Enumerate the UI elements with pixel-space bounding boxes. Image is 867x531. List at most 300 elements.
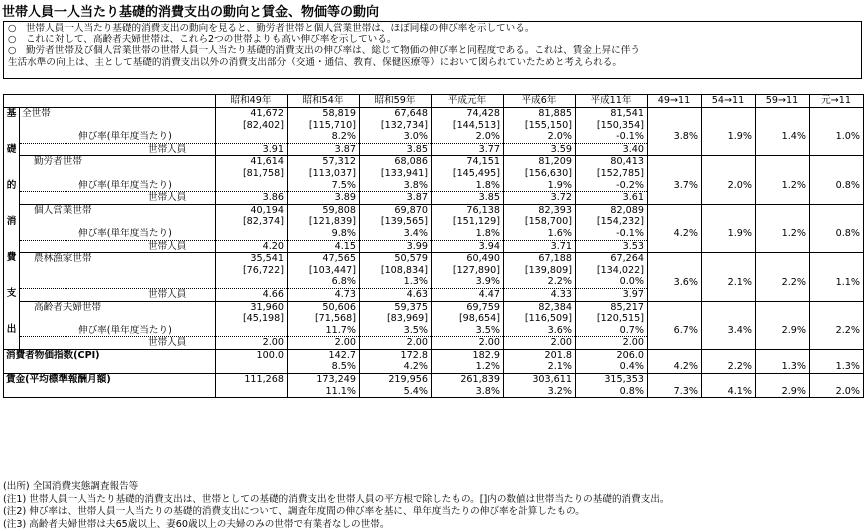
empty-label <box>20 168 216 180</box>
growth-cell: -0.1% <box>576 228 648 240</box>
growth-cell: 11.1% <box>288 386 360 398</box>
growth-cell: 3.5% <box>360 325 432 337</box>
growth-cell: 3.4% <box>360 228 432 240</box>
empty-cell <box>756 143 810 156</box>
growth-label: 伸び率(単年度当たり) <box>20 325 216 337</box>
empty-cell <box>648 337 702 350</box>
empty-cell <box>810 301 864 313</box>
period-growth-cell: 4.2% <box>648 228 702 240</box>
empty-cell <box>756 216 810 228</box>
column-header: 平成6年 <box>504 95 576 108</box>
value-cell: 81,885 <box>504 108 576 120</box>
value-cell: 59,375 <box>360 301 432 313</box>
column-header: 昭和54年 <box>288 95 360 108</box>
bracket-cell: [152,785] <box>576 168 648 180</box>
growth-label: 伸び率(単年度当たり) <box>20 228 216 240</box>
period-growth-cell: 2.0% <box>702 180 756 192</box>
members-cell: 4.63 <box>360 288 432 301</box>
growth-cell: 11.7% <box>288 325 360 337</box>
growth-cell <box>216 361 288 373</box>
period-growth-cell: 1.4% <box>756 131 810 143</box>
empty-cell <box>702 253 756 265</box>
members-cell: 3.61 <box>576 192 648 205</box>
growth-cell: 1.2% <box>432 361 504 373</box>
footnote: (注3) 高齢者夫婦世帯は夫65歳以上、妻60歳以上の夫婦のみの世帯で有業者なしの世帯。 <box>3 518 390 530</box>
empty-cell <box>810 288 864 301</box>
bracket-cell: [139,809] <box>504 265 576 277</box>
bracket-cell: [120,515] <box>576 313 648 325</box>
growth-label <box>20 276 216 288</box>
table-row <box>4 228 864 240</box>
growth-cell: 3.6% <box>504 325 576 337</box>
growth-cell: 3.8% <box>360 180 432 192</box>
value-cell: 60,490 <box>432 253 504 265</box>
table-row <box>4 168 864 180</box>
table-row <box>4 180 864 192</box>
period-growth-cell: 0.8% <box>810 228 864 240</box>
period-growth-cell: 1.3% <box>756 361 810 373</box>
cpi-growth-row <box>4 361 864 373</box>
members-cell: 4.47 <box>432 288 504 301</box>
period-growth-cell: 1.9% <box>702 131 756 143</box>
table-row <box>4 301 864 313</box>
value-cell: 74,151 <box>432 156 504 168</box>
growth-cell <box>216 276 288 288</box>
period-growth-cell: 2.2% <box>756 276 810 288</box>
growth-cell: 8.5% <box>288 361 360 373</box>
members-label: 世帯人員 <box>20 143 216 156</box>
bracket-cell: [156,630] <box>504 168 576 180</box>
value-cell: 82,393 <box>504 204 576 216</box>
column-header: 59→11 <box>756 95 810 108</box>
side-label <box>4 108 20 350</box>
growth-cell <box>216 180 288 192</box>
period-growth-cell: 2.2% <box>810 325 864 337</box>
bracket-cell: [81,758] <box>216 168 288 180</box>
growth-cell: 4.2% <box>360 361 432 373</box>
empty-cell <box>810 143 864 156</box>
members-cell: 4.73 <box>288 288 360 301</box>
value-cell: 261,839 <box>432 374 504 386</box>
value-cell: 50,606 <box>288 301 360 313</box>
bracket-cell: [139,565] <box>360 216 432 228</box>
members-cell: 3.77 <box>432 143 504 156</box>
table-row <box>4 288 864 301</box>
members-label: 世帯人員 <box>20 240 216 253</box>
empty-label <box>20 216 216 228</box>
empty-cell <box>648 288 702 301</box>
side-label-char: 基 <box>6 108 17 119</box>
value-cell: 57,312 <box>288 156 360 168</box>
period-growth-cell: 1.2% <box>756 228 810 240</box>
value-cell: 59,808 <box>288 204 360 216</box>
value-cell: 35,541 <box>216 253 288 265</box>
table-row <box>4 253 864 265</box>
side-label-char: 的 <box>6 180 17 192</box>
empty-cell <box>756 301 810 313</box>
value-cell: 80,413 <box>576 156 648 168</box>
value-cell: 69,759 <box>432 301 504 313</box>
period-growth-cell: 1.0% <box>810 131 864 143</box>
period-growth-cell: 3.8% <box>648 131 702 143</box>
bracket-cell: [103,447] <box>288 265 360 277</box>
page-title: 世帯人員一人当たり基礎的消費支出の動向と賃金、物価等の動向 <box>2 5 380 20</box>
growth-cell: 5.4% <box>360 386 432 398</box>
members-cell: 3.87 <box>288 143 360 156</box>
growth-label: 伸び率(単年度当たり) <box>20 131 216 143</box>
bracket-cell: [150,354] <box>576 120 648 132</box>
growth-cell: 1.6% <box>504 228 576 240</box>
empty-cell <box>756 156 810 168</box>
empty-label <box>20 313 216 325</box>
members-cell: 3.40 <box>576 143 648 156</box>
empty-cell <box>648 216 702 228</box>
empty-cell <box>810 156 864 168</box>
cpi-name: 消費者物価指数(CPI) <box>4 349 216 361</box>
value-cell: 81,209 <box>504 156 576 168</box>
empty-cell <box>756 192 810 205</box>
empty-label <box>4 361 216 373</box>
growth-cell <box>216 325 288 337</box>
value-cell: 219,956 <box>360 374 432 386</box>
period-growth-cell: 2.0% <box>810 386 864 398</box>
empty-cell <box>756 120 810 132</box>
empty-cell <box>756 265 810 277</box>
growth-cell: 3.5% <box>432 325 504 337</box>
members-cell: 3.53 <box>576 240 648 253</box>
value-cell: 67,188 <box>504 253 576 265</box>
members-cell: 2.00 <box>216 337 288 350</box>
value-cell: 68,086 <box>360 156 432 168</box>
period-growth-cell: 3.6% <box>648 276 702 288</box>
table-row <box>4 143 864 156</box>
growth-cell: 1.8% <box>432 228 504 240</box>
table-header-row <box>4 95 864 108</box>
empty-cell <box>702 192 756 205</box>
value-cell: 172.8 <box>360 349 432 361</box>
group-name: 全世帯 <box>20 108 216 120</box>
growth-cell: 0.4% <box>576 361 648 373</box>
members-cell: 2.00 <box>504 337 576 350</box>
members-label: 世帯人員 <box>20 192 216 205</box>
table-row <box>4 156 864 168</box>
members-cell: 2.00 <box>432 337 504 350</box>
empty-cell <box>756 288 810 301</box>
column-header: 昭和49年 <box>216 95 288 108</box>
empty-cell <box>648 108 702 120</box>
growth-cell: -0.2% <box>576 180 648 192</box>
members-cell: 3.72 <box>504 192 576 205</box>
value-cell: 69,870 <box>360 204 432 216</box>
table-row <box>4 120 864 132</box>
members-cell: 3.97 <box>576 288 648 301</box>
wage-name: 賃金(平均標準報酬月額) <box>4 374 216 386</box>
bracket-cell: [71,568] <box>288 313 360 325</box>
footnote: (出所) 全国消費実態調査報告等 <box>3 481 139 492</box>
empty-cell <box>702 168 756 180</box>
empty-cell <box>648 265 702 277</box>
members-cell: 3.91 <box>216 143 288 156</box>
value-cell: 76,138 <box>432 204 504 216</box>
empty-cell <box>648 192 702 205</box>
members-cell: 2.00 <box>288 337 360 350</box>
growth-cell <box>216 131 288 143</box>
bracket-cell: [158,700] <box>504 216 576 228</box>
members-cell: 4.33 <box>504 288 576 301</box>
value-cell: 82,384 <box>504 301 576 313</box>
growth-cell: 2.1% <box>504 361 576 373</box>
value-cell: 111,268 <box>216 374 288 386</box>
growth-cell <box>216 386 288 398</box>
period-growth-cell: 1.2% <box>756 180 810 192</box>
value-cell: 40,194 <box>216 204 288 216</box>
value-cell: 82,089 <box>576 204 648 216</box>
empty-cell <box>756 240 810 253</box>
column-header: 昭和59年 <box>360 95 432 108</box>
empty-cell <box>810 313 864 325</box>
members-cell: 3.99 <box>360 240 432 253</box>
table-row <box>4 108 864 120</box>
footnote: (注1) 世帯人員一人当たり基礎的消費支出は、世帯としての基礎的消費支出を世帯人員の平方根で除したもの。[]内の数値は世帯当たりの基礎的消費支出。 <box>3 493 670 505</box>
period-growth-cell: 4.1% <box>702 386 756 398</box>
growth-cell: 6.8% <box>288 276 360 288</box>
bracket-cell: [98,654] <box>432 313 504 325</box>
empty-cell <box>702 204 756 216</box>
bracket-cell: [116,509] <box>504 313 576 325</box>
value-cell: 173,249 <box>288 374 360 386</box>
wage-growth-row <box>4 386 864 398</box>
empty-cell <box>702 156 756 168</box>
value-cell: 58,819 <box>288 108 360 120</box>
value-cell: 74,428 <box>432 108 504 120</box>
empty-cell <box>702 108 756 120</box>
empty-cell <box>810 349 864 361</box>
members-cell: 3.85 <box>432 192 504 205</box>
empty-cell <box>756 313 810 325</box>
empty-cell <box>648 349 702 361</box>
bracket-cell: [151,129] <box>432 216 504 228</box>
empty-cell <box>756 337 810 350</box>
wage-row <box>4 374 864 386</box>
bracket-cell: [133,941] <box>360 168 432 180</box>
value-cell: 85,217 <box>576 301 648 313</box>
side-label-char: 費 <box>6 252 17 264</box>
empty-label <box>20 120 216 132</box>
bracket-cell: [113,037] <box>288 168 360 180</box>
empty-cell <box>810 337 864 350</box>
empty-cell <box>702 216 756 228</box>
growth-cell <box>216 228 288 240</box>
growth-cell: 1.8% <box>432 180 504 192</box>
members-cell: 4.66 <box>216 288 288 301</box>
empty-cell <box>648 313 702 325</box>
period-growth-cell: 2.2% <box>702 361 756 373</box>
growth-cell: 0.0% <box>576 276 648 288</box>
summary-note: ○ 世帯人員一人当たり基礎的消費支出の動向を見ると、勤労者世帯と個人営業世帯は、ほぼ同様の伸び率を示している。 <box>8 23 535 34</box>
empty-cell <box>702 265 756 277</box>
group-name: 勤労者世帯 <box>20 156 216 168</box>
bracket-cell: [115,710] <box>288 120 360 132</box>
table-row <box>4 131 864 143</box>
column-header: 49→11 <box>648 95 702 108</box>
value-cell: 206.0 <box>576 349 648 361</box>
members-cell: 2.00 <box>576 337 648 350</box>
empty-cell <box>756 168 810 180</box>
bracket-cell: [76,722] <box>216 265 288 277</box>
empty-cell <box>702 240 756 253</box>
growth-label: 伸び率(単年度当たり) <box>20 180 216 192</box>
growth-cell: 3.0% <box>360 131 432 143</box>
period-growth-cell: 3.7% <box>648 180 702 192</box>
table-row <box>4 313 864 325</box>
value-cell: 41,672 <box>216 108 288 120</box>
side-label-char: 消 <box>6 216 17 228</box>
period-growth-cell: 1.1% <box>810 276 864 288</box>
period-growth-cell: 2.9% <box>756 325 810 337</box>
growth-cell: 2.2% <box>504 276 576 288</box>
value-cell: 142.7 <box>288 349 360 361</box>
table-row <box>4 325 864 337</box>
side-label-char: 支 <box>6 288 17 300</box>
members-label: 世帯人員 <box>20 337 216 350</box>
empty-cell <box>702 313 756 325</box>
bracket-cell: [155,150] <box>504 120 576 132</box>
members-cell: 2.00 <box>360 337 432 350</box>
growth-cell: 9.8% <box>288 228 360 240</box>
growth-cell: 8.2% <box>288 131 360 143</box>
table-row <box>4 240 864 253</box>
empty-cell <box>810 108 864 120</box>
group-name: 高齢者夫婦世帯 <box>20 301 216 313</box>
value-cell: 182.9 <box>432 349 504 361</box>
empty-cell <box>810 265 864 277</box>
bracket-cell: [132,734] <box>360 120 432 132</box>
value-cell: 47,565 <box>288 253 360 265</box>
bracket-cell: [83,969] <box>360 313 432 325</box>
period-growth-cell: 1.9% <box>702 228 756 240</box>
empty-cell <box>810 192 864 205</box>
group-name: 個人営業世帯 <box>20 204 216 216</box>
members-cell: 3.94 <box>432 240 504 253</box>
header-corner <box>4 95 216 108</box>
period-growth-cell: 3.4% <box>702 325 756 337</box>
empty-cell <box>648 374 702 386</box>
empty-cell <box>648 143 702 156</box>
summary-note: 生活水準の向上は、主として基礎的消費支出以外の消費支出部分（交通・通信、教育、保健医療等）において図られていたためと考えられる。 <box>8 56 622 68</box>
empty-cell <box>810 374 864 386</box>
empty-cell <box>756 108 810 120</box>
empty-cell <box>702 143 756 156</box>
value-cell: 201.8 <box>504 349 576 361</box>
bracket-cell: [121,839] <box>288 216 360 228</box>
growth-cell: 1.3% <box>360 276 432 288</box>
empty-cell <box>756 349 810 361</box>
table-row <box>4 216 864 228</box>
empty-cell <box>756 374 810 386</box>
period-growth-cell: 2.9% <box>756 386 810 398</box>
empty-label <box>20 265 216 277</box>
empty-cell <box>702 337 756 350</box>
bracket-cell: [144,513] <box>432 120 504 132</box>
group-name: 農林漁家世帯 <box>20 253 216 265</box>
members-cell: 3.86 <box>216 192 288 205</box>
table-row <box>4 192 864 205</box>
empty-cell <box>756 253 810 265</box>
period-growth-cell: 4.2% <box>648 361 702 373</box>
summary-box <box>3 21 862 79</box>
summary-note: ○ これに対して、高齢者夫婦世帯は、これら2つの世帯よりも高い伸び率を示している。 <box>8 34 397 46</box>
footnote: (注2) 伸び率は、世帯人員一人当たりの基礎的消費支出について、調査年度間の伸び率を基に、単年度当たりの伸び率を計算したもの。 <box>3 506 585 517</box>
members-cell: 3.71 <box>504 240 576 253</box>
growth-cell: 3.2% <box>504 386 576 398</box>
cpi-row <box>4 349 864 361</box>
empty-cell <box>702 120 756 132</box>
column-header: 54→11 <box>702 95 756 108</box>
column-header: 平成元年 <box>432 95 504 108</box>
value-cell: 41,614 <box>216 156 288 168</box>
summary-note: ○ 勤労者世帯及び個人営業世帯の世帯人員一人当たり基礎的消費支出の伸び率は、総じて物価の伸び率と同程度である。これは、賃金上昇に伴う <box>8 45 640 57</box>
empty-cell <box>648 156 702 168</box>
members-label: 世帯人員 <box>20 288 216 301</box>
table-row <box>4 276 864 288</box>
members-cell: 3.87 <box>360 192 432 205</box>
data-table <box>3 94 864 398</box>
value-cell: 315,353 <box>576 374 648 386</box>
period-growth-cell: 2.1% <box>702 276 756 288</box>
bracket-cell: [82,402] <box>216 120 288 132</box>
growth-cell: 3.8% <box>432 386 504 398</box>
table-row <box>4 337 864 350</box>
growth-cell: 1.9% <box>504 180 576 192</box>
period-growth-cell: 0.8% <box>810 180 864 192</box>
table-row <box>4 265 864 277</box>
growth-cell: 0.7% <box>576 325 648 337</box>
value-cell: 67,264 <box>576 253 648 265</box>
growth-cell: -0.1% <box>576 131 648 143</box>
empty-cell <box>756 204 810 216</box>
growth-cell: 2.0% <box>432 131 504 143</box>
value-cell: 81,541 <box>576 108 648 120</box>
empty-cell <box>810 253 864 265</box>
empty-cell <box>648 301 702 313</box>
side-label-char: 礎 <box>6 144 17 156</box>
bracket-cell: [108,834] <box>360 265 432 277</box>
value-cell: 100.0 <box>216 349 288 361</box>
growth-cell: 7.5% <box>288 180 360 192</box>
bracket-cell: [154,232] <box>576 216 648 228</box>
empty-cell <box>648 204 702 216</box>
members-cell: 4.15 <box>288 240 360 253</box>
growth-cell: 3.9% <box>432 276 504 288</box>
empty-cell <box>648 168 702 180</box>
side-label-char: 出 <box>6 324 17 336</box>
bracket-cell: [82,374] <box>216 216 288 228</box>
value-cell: 31,960 <box>216 301 288 313</box>
bracket-cell: [127,890] <box>432 265 504 277</box>
column-header: 平成11年 <box>576 95 648 108</box>
growth-cell: 2.0% <box>504 131 576 143</box>
empty-cell <box>648 120 702 132</box>
empty-cell <box>810 204 864 216</box>
empty-cell <box>810 168 864 180</box>
empty-cell <box>702 374 756 386</box>
empty-cell <box>702 288 756 301</box>
empty-cell <box>648 253 702 265</box>
empty-cell <box>702 349 756 361</box>
members-cell: 3.85 <box>360 143 432 156</box>
empty-cell <box>810 240 864 253</box>
bracket-cell: [45,198] <box>216 313 288 325</box>
